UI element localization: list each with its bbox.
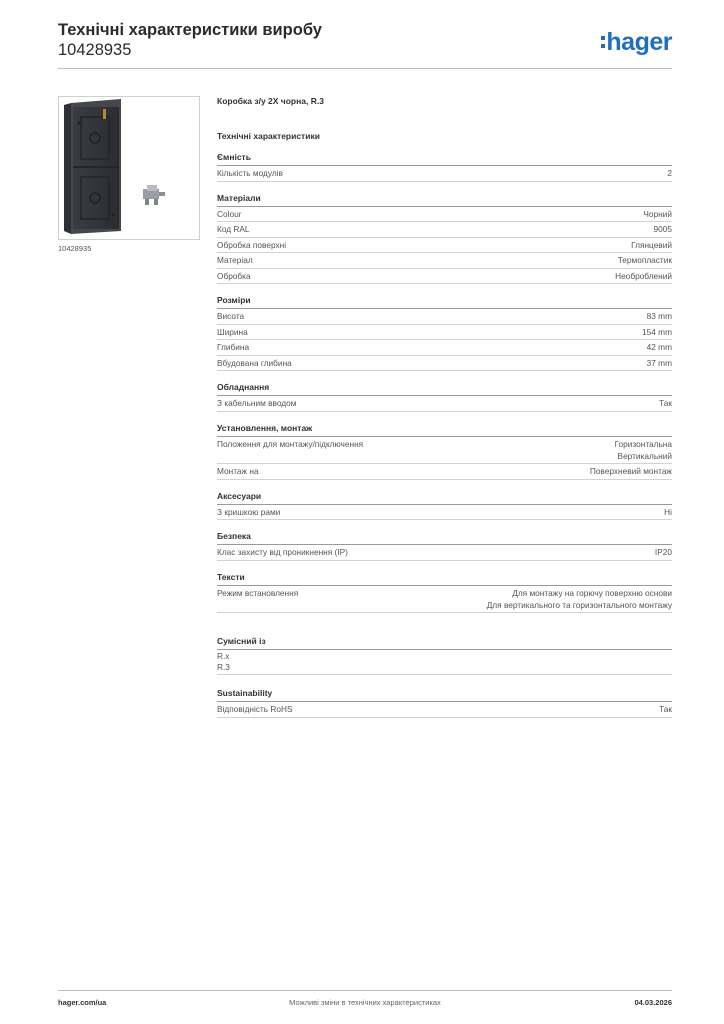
spec-label: Монтаж на	[217, 466, 259, 477]
spec-row	[217, 702, 672, 718]
spec-row	[217, 166, 672, 182]
spec-value	[615, 438, 672, 462]
spec-label: Код RAL	[217, 224, 250, 235]
spec-value: Чорний	[643, 208, 672, 219]
spec-row	[217, 545, 672, 561]
group-dimensions	[217, 294, 672, 371]
spec-label: Кількість модулів	[217, 168, 283, 179]
spec-row	[217, 505, 672, 521]
group-title: Ємність	[217, 151, 672, 166]
group-capacity	[217, 151, 672, 182]
hager-logo	[601, 29, 672, 55]
spec-value: Необроблений	[615, 270, 672, 281]
footer-divider	[58, 990, 672, 991]
spec-value: Поверхневий монтаж	[589, 466, 672, 477]
box-illustration-icon	[59, 97, 199, 239]
footer-website-link[interactable]: hager.com/ua	[58, 998, 107, 1007]
compatible-list	[217, 650, 672, 675]
spec-value-line: Для монтажу на горючу поверхню основи	[512, 587, 672, 598]
spec-value: Глянцевий	[631, 239, 672, 250]
spec-value	[487, 587, 672, 611]
spec-value: Так	[659, 398, 672, 409]
group-accessories	[217, 490, 672, 521]
spec-row	[217, 586, 672, 614]
group-title: Аксесуари	[217, 490, 672, 505]
group-title: Sustainability	[217, 687, 672, 702]
group-compatible	[217, 635, 672, 675]
spec-label: Вбудована глибина	[217, 357, 292, 368]
group-title: Сумісний із	[217, 635, 672, 650]
spec-value-line: Горизонтальна	[614, 438, 672, 449]
product-image	[58, 96, 200, 240]
group-safety	[217, 530, 672, 561]
spec-row	[217, 437, 672, 465]
logo-dots-icon	[601, 36, 605, 48]
group-title: Тексти	[217, 571, 672, 586]
spec-value: 42 mm	[646, 342, 672, 353]
group-title: Установлення, монтаж	[217, 422, 672, 437]
spec-row	[217, 340, 672, 356]
spec-value: 9005	[653, 224, 672, 235]
image-caption: 10428935	[58, 244, 92, 253]
spec-value: 2	[667, 168, 672, 179]
spec-value-line: Для вертикального та горизонтального монтажу	[486, 599, 672, 610]
header-divider	[58, 68, 672, 69]
spec-label: Глибина	[217, 342, 250, 353]
spec-value: 37 mm	[646, 357, 672, 368]
spec-label: Положення для монтажу/підключення	[217, 438, 364, 449]
spec-content	[217, 94, 672, 718]
spec-label: З кришкою рами	[217, 506, 281, 517]
spec-label: Ширина	[217, 326, 248, 337]
spec-value: 154 mm	[642, 326, 672, 337]
spec-label: Colour	[217, 208, 242, 219]
compatible-item: R.x	[217, 651, 230, 661]
footer-notice: Можливі зміни в технічних характеристиках	[289, 998, 441, 1007]
spec-value: 83 mm	[646, 311, 672, 322]
group-materials	[217, 192, 672, 285]
group-sustainability	[217, 687, 672, 718]
spec-value: Термопластик	[617, 255, 672, 266]
footer-date: 04.03.2026	[634, 998, 672, 1007]
spec-row	[217, 269, 672, 285]
spec-label: Висота	[217, 311, 245, 322]
spec-row	[217, 464, 672, 480]
group-title: Безпека	[217, 530, 672, 545]
spec-row	[217, 396, 672, 412]
spec-label: Відповідність RoHS	[217, 704, 293, 715]
spec-row	[217, 222, 672, 238]
group-texts	[217, 571, 672, 614]
page-title: Технічні характеристики виробу	[58, 21, 322, 39]
spec-row	[217, 325, 672, 341]
group-equipment	[217, 381, 672, 412]
spec-row	[217, 309, 672, 325]
spec-row	[217, 238, 672, 254]
section-title: Технічні характеристики	[217, 131, 320, 141]
spec-label: Обробка	[217, 270, 251, 281]
compatible-item: R.3	[217, 661, 230, 672]
spec-label: Обробка поверхні	[217, 239, 287, 250]
spec-value-line: Вертикальний	[617, 450, 672, 461]
spec-label: Режим встановлення	[217, 587, 299, 598]
spec-label: Матеріал	[217, 255, 253, 266]
group-title: Обладнання	[217, 381, 672, 396]
product-name: Коробка з/у 2Х чорна, R.3	[217, 96, 324, 106]
spec-label: З кабельним вводом	[217, 398, 297, 409]
group-installation	[217, 422, 672, 480]
logo-wordmark: hager	[606, 28, 672, 56]
spec-row	[217, 253, 672, 269]
spec-value: IP20	[654, 547, 672, 558]
spec-row	[217, 356, 672, 372]
page-header	[58, 20, 672, 60]
group-title: Матеріали	[217, 192, 672, 207]
spec-value: Ні	[664, 506, 672, 517]
spec-value: Так	[659, 704, 672, 715]
group-title: Розміри	[217, 294, 672, 309]
spec-row	[217, 207, 672, 223]
spec-label: Клас захисту від проникнення (IP)	[217, 547, 348, 558]
product-number: 10428935	[58, 41, 132, 59]
